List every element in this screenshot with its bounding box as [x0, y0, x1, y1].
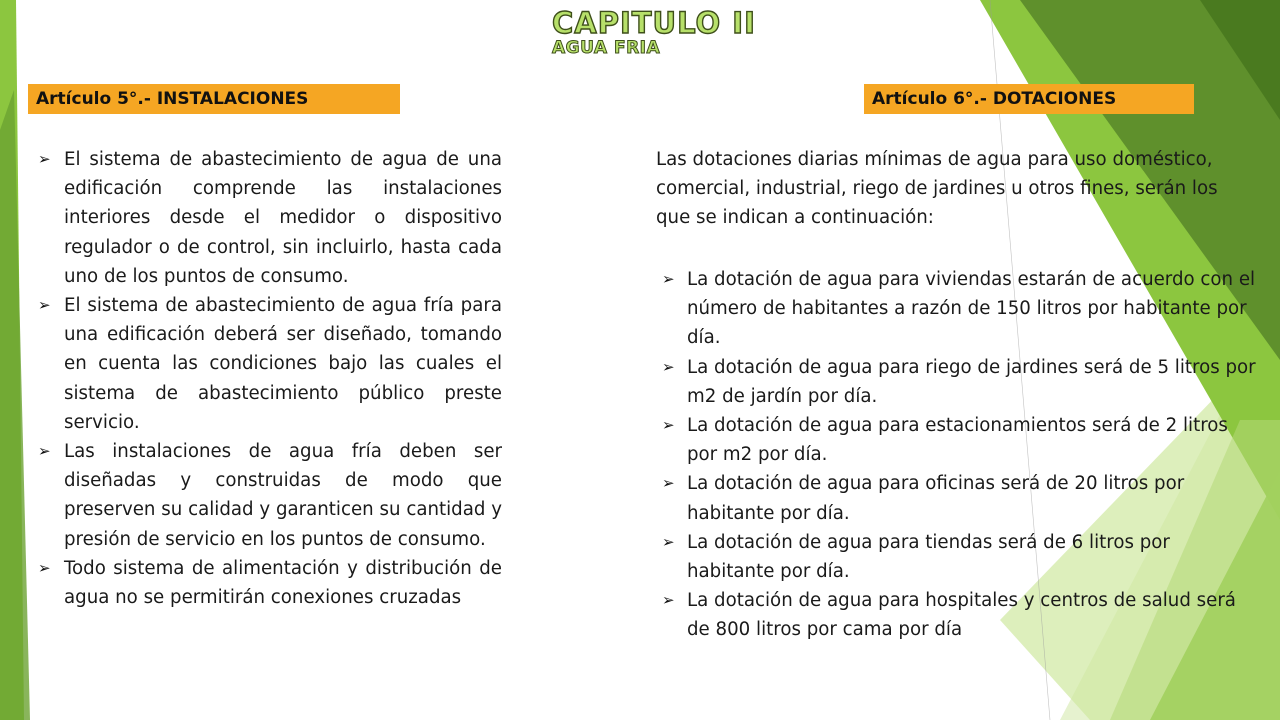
- right-arrow-bullet-icon: ➢: [38, 150, 51, 168]
- list-item: ➢ La dotación de agua para viviendas estarán de acuerdo con el número de habitantes a razón de 150 litros por habitante por día.: [656, 265, 1256, 353]
- article-5-list: [30, 145, 502, 612]
- right-arrow-bullet-icon: ➢: [662, 270, 675, 288]
- chapter-title: CAPITULO II: [552, 6, 756, 40]
- right-arrow-bullet-icon: ➢: [38, 442, 51, 461]
- list-item: ➢ Todo sistema de alimentación y distribución de agua no se permitirán conexiones cruzadas: [30, 554, 502, 612]
- list-item: ➢ La dotación de agua para hospitales y centros de salud será de 800 litros por cama por día: [656, 586, 1256, 644]
- list-item: ➢ La dotación de agua para tiendas será de 6 litros por habitante por día.: [656, 528, 1256, 586]
- chapter-title-block: [552, 6, 756, 58]
- right-arrow-bullet-icon: ➢: [662, 591, 675, 610]
- list-item: ➢ Las instalaciones de agua fría deben ser diseñadas y construidas de modo que preserven su calidad y garanticen su cantidad y presión de servicio en los puntos de consumo.: [30, 437, 502, 554]
- list-item: ➢ La dotación de agua para oficinas será de 20 litros por habitante por día.: [656, 469, 1256, 527]
- right-arrow-bullet-icon: ➢: [38, 558, 51, 577]
- list-item: ➢ La dotación de agua para riego de jardines será de 5 litros por m2 de jardín por día.: [656, 353, 1256, 411]
- right-arrow-bullet-icon: ➢: [662, 474, 675, 493]
- right-arrow-bullet-icon: ➢: [38, 296, 51, 315]
- right-arrow-bullet-icon: ➢: [662, 532, 675, 551]
- article-6-list: [656, 265, 1256, 645]
- right-arrow-bullet-icon: ➢: [662, 357, 675, 376]
- list-item: ➢ El sistema de abastecimiento de agua fría para una edificación deberá ser diseñado, tomando en cuenta las condiciones bajo las cuales el sistema de abastecimiento público preste servicio.: [30, 291, 502, 437]
- right-arrow-bullet-icon: ➢: [662, 416, 675, 435]
- article-6-content: [656, 265, 1256, 645]
- article-5-content: [30, 145, 502, 612]
- article-5-header: Artículo 5°.- INSTALACIONES: [28, 84, 400, 114]
- list-item: ➢ El sistema de abastecimiento de agua de una edificación comprende las instalaciones interiores desde el medidor o dispositivo regulador o de control, sin incluirlo, hasta cada uno de los puntos de consumo.: [30, 145, 502, 291]
- list-item: ➢ La dotación de agua para estacionamientos será de 2 litros por m2 por día.: [656, 411, 1256, 469]
- chapter-subtitle: AGUA FRIA: [552, 38, 661, 58]
- article-6-header: Artículo 6°.- DOTACIONES: [864, 84, 1194, 114]
- article-6-intro: Las dotaciones diarias mínimas de agua para uso doméstico, comercial, industrial, riego de jardines u otros fines, serán los que se indican a continuación:: [656, 149, 1218, 229]
